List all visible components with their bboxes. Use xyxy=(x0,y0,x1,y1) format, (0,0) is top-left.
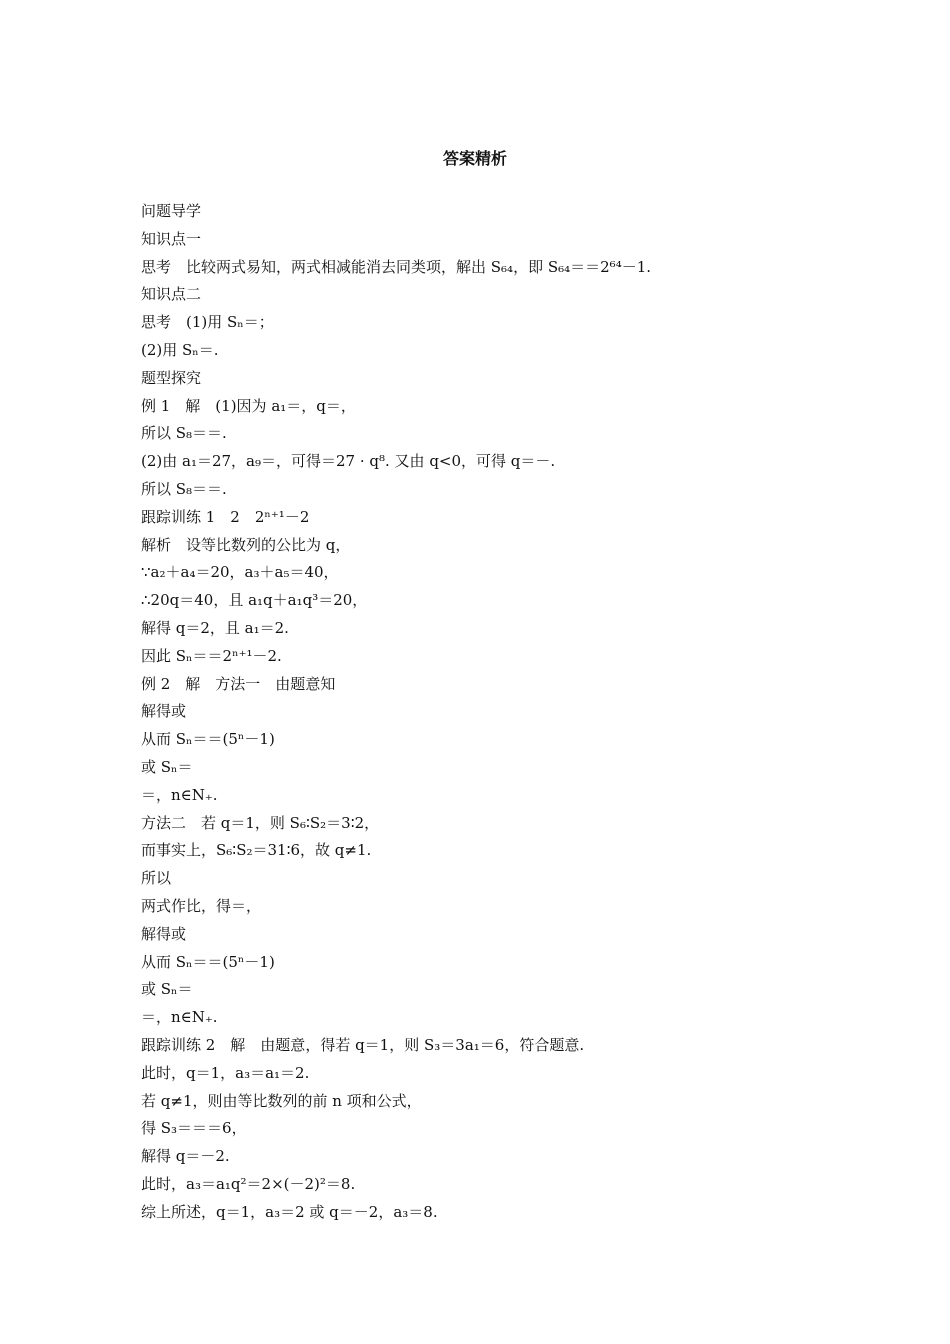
text-line: 所以 xyxy=(141,869,172,888)
page-title: 答案精析 xyxy=(442,149,507,168)
text-line: 解得或 xyxy=(141,702,187,721)
section-heading: 题型探究 xyxy=(141,368,202,387)
text-line: 解得 q＝2，且 a₁＝2. xyxy=(141,618,289,637)
text-line: 方法二 若 q＝1，则 S₆∶S₂＝3∶2， xyxy=(141,813,380,832)
text-line: 因此 Sₙ＝＝2ⁿ⁺¹－2. xyxy=(141,646,282,665)
text-line: 两式作比，得＝， xyxy=(141,896,262,915)
text-line: ＝，n∈N₊. xyxy=(141,785,218,804)
text-line: 得 S₃＝＝＝6， xyxy=(141,1119,247,1138)
text-line: 若 q≠1，则由等比数列的前 n 项和公式， xyxy=(141,1091,422,1110)
text-line: 解得或 xyxy=(141,924,187,943)
text-line: 解得 q＝－2. xyxy=(141,1147,230,1166)
text-line: 此时，a₃＝a₁q²＝2×(－2)²＝8. xyxy=(141,1174,356,1193)
text-line: 而事实上，S₆∶S₂＝31∶6，故 q≠1. xyxy=(141,841,372,860)
text-line: 跟踪训练 1 2 2ⁿ⁺¹－2 xyxy=(141,507,310,526)
text-line: 综上所述，q＝1，a₃＝2 或 q＝－2，a₃＝8. xyxy=(141,1202,438,1221)
text-line: 解析 设等比数列的公比为 q， xyxy=(141,535,351,554)
text-line: ∴20q＝40，且 a₁q＋a₁q³＝20， xyxy=(141,591,368,610)
text-line: 所以 S₈＝＝. xyxy=(141,479,227,498)
subsection-heading: 知识点二 xyxy=(141,285,202,304)
text-line: 例 1 解 (1)因为 a₁＝，q＝， xyxy=(141,396,356,415)
document-body xyxy=(141,198,821,1226)
text-line: 从而 Sₙ＝＝(5ⁿ－1) xyxy=(141,730,275,749)
text-line: 此时，q＝1，a₃＝a₁＝2. xyxy=(141,1063,310,1082)
text-line: 思考 (1)用 Sₙ＝； xyxy=(141,313,274,332)
text-line: 从而 Sₙ＝＝(5ⁿ－1) xyxy=(141,952,275,971)
section-heading: 问题导学 xyxy=(141,202,202,220)
text-line: 或 Sₙ＝ xyxy=(141,757,193,776)
text-line: 思考 比较两式易知，两式相减能消去同类项，解出 S₆₄，即 S₆₄＝＝2⁶⁴－1. xyxy=(141,257,652,276)
text-line: 或 Sₙ＝ xyxy=(141,980,193,999)
text-line: (2)用 Sₙ＝. xyxy=(141,340,219,359)
text-line: 跟踪训练 2 解 由题意，得若 q＝1，则 S₃＝3a₁＝6，符合题意. xyxy=(141,1035,585,1054)
text-line: ＝，n∈N₊. xyxy=(141,1008,218,1027)
subsection-heading: 知识点一 xyxy=(141,229,202,248)
text-line: 例 2 解 方法一 由题意知 xyxy=(141,674,336,693)
text-line: (2)由 a₁＝27，a₉＝，可得＝27 · q⁸. 又由 q<0，可得 q＝－. xyxy=(141,452,556,471)
text-line: ∵a₂＋a₄＝20，a₃＋a₅＝40， xyxy=(141,563,339,582)
text-line: 所以 S₈＝＝. xyxy=(141,424,227,443)
